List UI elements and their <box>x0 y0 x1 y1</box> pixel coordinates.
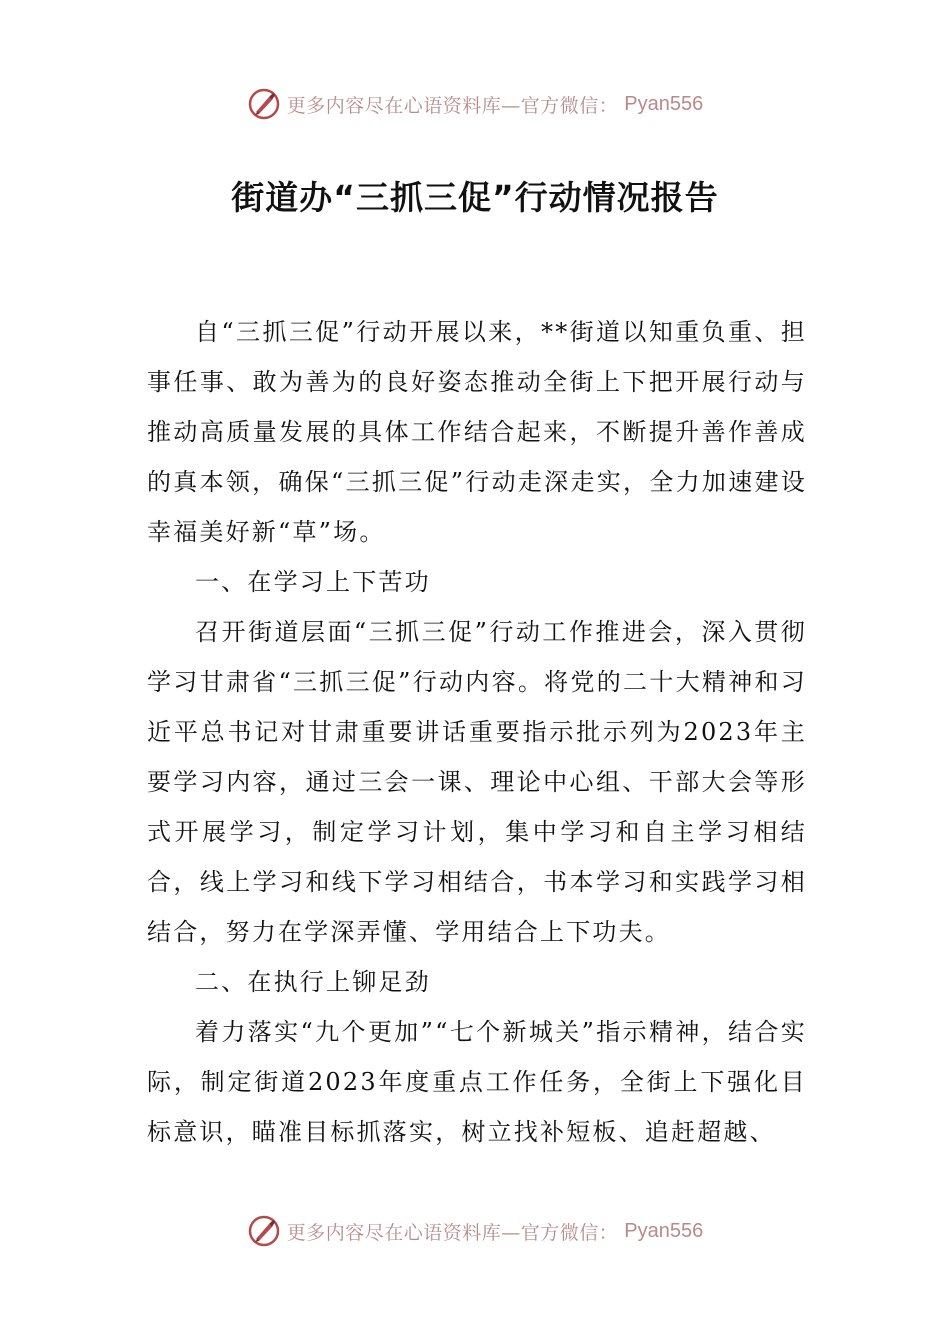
section-2-paragraph: 着力落实“九个更加”“七个新城关”指示精神，结合实际，制定街道2023年度重点工作任务，全街上下强化目标意识，瞄准目标抓落实，树立找补短板、追赶超越、 <box>147 1018 807 1146</box>
document-title: 街道办“三抓三促”行动情况报告 <box>231 178 719 217</box>
watermark-banner-bottom <box>0 1211 950 1251</box>
section-1-paragraph: 召开街道层面“三抓三促”行动工作推进会，深入贯彻学习甘肃省“三抓三促”行动内容。将党的二十大精神和习近平总书记对甘肃重要讲话重要指示批示列为2023年主要学习内容，通过三会一课、理论中心组、干部大会等形式开展学习，制定学习计划，集中学习和自主学习相结合，线上学习和线下学习相结合，书本学习和实践学习相结合，努力在学深弄懂、学用结合上下功夫。 <box>147 618 807 946</box>
watermark-wechat-id: Pyan556 <box>624 92 704 115</box>
section-heading-2: 二、在执行上铆足劲 <box>195 968 431 996</box>
watermark-text: 更多内容尽在心语资料库—官方微信： <box>286 94 619 117</box>
watermark-text: 更多内容尽在心语资料库—官方微信： <box>286 1221 619 1244</box>
document-body <box>147 307 807 1157</box>
section-heading-1: 一、在学习上下苦功 <box>195 568 431 596</box>
watermark-wechat-id: Pyan556 <box>624 1219 704 1242</box>
pen-logo-icon <box>247 87 281 121</box>
watermark-banner-top <box>0 84 950 124</box>
intro-paragraph: 自“三抓三促”行动开展以来，**街道以知重负重、担事任事、敢为善为的良好姿态推动全街上下把开展行动与推动高质量发展的具体工作结合起来，不断提升善作善成的真本领，确保“三抓三促”行动走深走实，全力加速建设幸福美好新“草”场。 <box>147 318 807 546</box>
pen-logo-icon <box>247 1214 281 1248</box>
